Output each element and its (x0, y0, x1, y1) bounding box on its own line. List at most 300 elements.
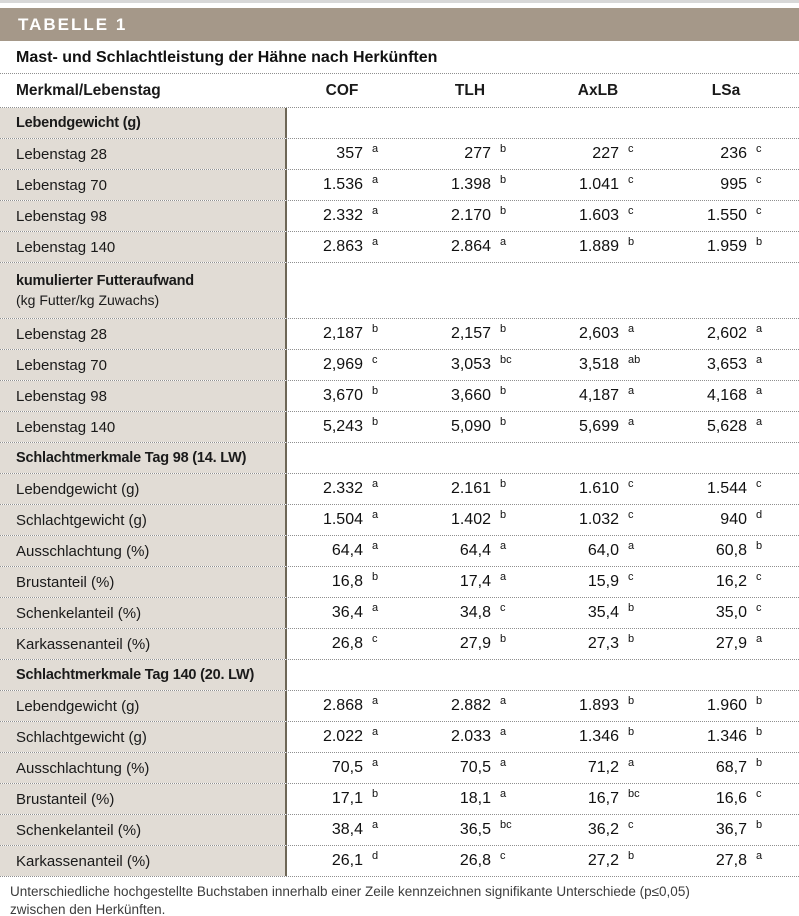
table-row (0, 784, 799, 815)
section-header-row (0, 108, 799, 139)
value-cell (671, 319, 799, 349)
row-cells (287, 567, 799, 597)
value-cell (671, 598, 799, 628)
row-cells (287, 139, 799, 169)
significance-superscript: c (628, 478, 634, 490)
significance-superscript: a (628, 323, 635, 335)
cell-value: 1.536 (322, 176, 363, 193)
cell-value: 64,0 (587, 542, 619, 559)
footnote: Unterschiedliche hochgestellte Buchstaben innerhalb einer Zeile kennzeichnen signifikante Unterschiede (p≤0,05) zwischen den Herkünften. (10, 884, 690, 916)
row-label: Brustanteil (%) (0, 784, 287, 814)
table-title: Mast- und Schlachtleistung der Hähne nach Herkünften (0, 41, 799, 74)
table-row (0, 536, 799, 567)
row-cells (287, 815, 799, 845)
cell-value: 1.346 (578, 728, 619, 745)
cell-value: 2.161 (450, 480, 491, 497)
row-cells (287, 598, 799, 628)
cell-value: 60,8 (715, 542, 747, 559)
row-cells (287, 784, 799, 814)
cell-value: 15,9 (587, 573, 619, 590)
significance-superscript: b (628, 236, 635, 248)
cell-value: 26,8 (459, 852, 491, 869)
cell-value: 2.868 (322, 697, 363, 714)
value-cell (287, 598, 415, 628)
column-header-lsa: LSa (711, 81, 741, 99)
row-label: Lebenstag 70 (0, 350, 287, 380)
value-cell (543, 474, 671, 504)
significance-superscript: c (756, 205, 762, 217)
value-cell (543, 505, 671, 535)
significance-superscript: b (372, 323, 379, 335)
cell-value: 1.893 (578, 697, 619, 714)
row-label: Lebenstag 28 (0, 139, 287, 169)
value-cell (543, 232, 671, 262)
value-cell (287, 201, 415, 231)
value-cell (671, 232, 799, 262)
row-label: Lebenstag 140 (0, 232, 287, 262)
significance-superscript: b (756, 757, 763, 769)
row-cells (287, 319, 799, 349)
cell-value: 35,0 (715, 604, 747, 621)
row-label: Schenkelanteil (%) (0, 598, 287, 628)
value-cell (543, 722, 671, 752)
cell-value: 4,187 (578, 387, 619, 404)
row-cells (287, 505, 799, 535)
cell-value: 64,4 (331, 542, 363, 559)
cell-value: 2.332 (322, 480, 363, 497)
column-headers (287, 82, 799, 100)
cell-value: 5,699 (578, 418, 619, 435)
row-cells (287, 629, 799, 659)
significance-superscript: a (500, 236, 507, 248)
table-row (0, 412, 799, 443)
significance-superscript: c (500, 850, 506, 862)
cell-value: 5,628 (706, 418, 747, 435)
row-cells (287, 201, 799, 231)
value-cell (543, 629, 671, 659)
value-cell (671, 567, 799, 597)
cell-value: 1.610 (578, 480, 619, 497)
value-cell (671, 505, 799, 535)
significance-superscript: a (756, 633, 763, 645)
value-cell (287, 722, 415, 752)
table-row (0, 722, 799, 753)
significance-superscript: a (372, 602, 379, 614)
cell-value: 3,670 (322, 387, 363, 404)
cell-value: 27,9 (715, 635, 747, 652)
significance-superscript: c (756, 571, 762, 583)
section-empty-cells (287, 263, 799, 318)
cell-value: 2.863 (322, 238, 363, 255)
significance-superscript: c (628, 819, 634, 831)
value-cell (543, 381, 671, 411)
significance-superscript: a (628, 540, 635, 552)
significance-superscript: a (628, 416, 635, 428)
significance-superscript: b (500, 143, 507, 155)
value-cell (671, 691, 799, 721)
section-empty-cells (287, 108, 799, 138)
cell-value: 1.603 (578, 207, 619, 224)
row-cells (287, 381, 799, 411)
significance-superscript: c (372, 633, 378, 645)
section-header-row (0, 263, 799, 319)
column-header-cof: COF (325, 81, 359, 99)
cell-value: 16,2 (715, 573, 747, 590)
cell-value: 3,660 (450, 387, 491, 404)
significance-superscript: c (756, 174, 762, 186)
value-cell (671, 350, 799, 380)
cell-value: 2.882 (450, 697, 491, 714)
value-cell (287, 691, 415, 721)
table-tag-bar (0, 8, 799, 41)
value-cell (415, 784, 543, 814)
cell-value: 277 (464, 145, 491, 162)
cell-value: 2,603 (578, 325, 619, 342)
significance-superscript: d (756, 509, 763, 521)
cell-value: 4,168 (706, 387, 747, 404)
value-cell (415, 815, 543, 845)
value-cell (287, 753, 415, 783)
value-cell (287, 567, 415, 597)
value-cell (287, 536, 415, 566)
value-cell (287, 505, 415, 535)
significance-superscript: b (500, 633, 507, 645)
table-row (0, 381, 799, 412)
cell-value: 1.398 (450, 176, 491, 193)
value-cell (287, 629, 415, 659)
cell-value: 227 (592, 145, 619, 162)
cell-value: 16,7 (587, 790, 619, 807)
row-label: Schenkelanteil (%) (0, 815, 287, 845)
significance-superscript: ab (628, 354, 641, 366)
cell-value: 70,5 (459, 759, 491, 776)
value-cell (287, 474, 415, 504)
cell-value: 2,157 (450, 325, 491, 342)
value-cell (287, 815, 415, 845)
table-row (0, 567, 799, 598)
row-cells (287, 170, 799, 200)
cell-value: 1.504 (322, 511, 363, 528)
row-label: Schlachtgewicht (g) (0, 722, 287, 752)
table-row (0, 629, 799, 660)
column-header-tlh: TLH (454, 81, 486, 99)
cell-value: 995 (720, 176, 747, 193)
significance-superscript: a (756, 323, 763, 335)
cell-value: 5,090 (450, 418, 491, 435)
value-cell (415, 139, 543, 169)
cell-value: 236 (720, 145, 747, 162)
significance-superscript: b (756, 236, 763, 248)
cell-value: 1.889 (578, 238, 619, 255)
cell-value: 26,8 (331, 635, 363, 652)
row-cells (287, 536, 799, 566)
cell-value: 2,602 (706, 325, 747, 342)
cell-value: 1.041 (578, 176, 619, 193)
value-cell (415, 170, 543, 200)
significance-superscript: b (756, 695, 763, 707)
value-cell (287, 784, 415, 814)
significance-superscript: c (628, 571, 634, 583)
significance-superscript: c (500, 602, 506, 614)
value-cell (543, 139, 671, 169)
cell-value: 18,1 (459, 790, 491, 807)
row-label: Ausschlachtung (%) (0, 536, 287, 566)
significance-superscript: b (500, 509, 507, 521)
section-subtitle: (kg Futter/kg Zuwachs) (16, 291, 160, 308)
row-label: Schlachtgewicht (g) (0, 505, 287, 535)
section-header-cell (0, 108, 287, 138)
table-row (0, 753, 799, 784)
table-row (0, 232, 799, 263)
section-header-cell (0, 660, 287, 690)
significance-superscript: bc (628, 788, 640, 800)
value-cell (415, 505, 543, 535)
significance-superscript: a (756, 416, 763, 428)
value-cell (671, 846, 799, 876)
row-label: Lebenstag 28 (0, 319, 287, 349)
significance-superscript: b (628, 602, 635, 614)
cell-value: 17,4 (459, 573, 491, 590)
significance-superscript: a (756, 354, 763, 366)
row-cells (287, 691, 799, 721)
significance-superscript: a (500, 726, 507, 738)
value-cell (415, 319, 543, 349)
cell-value: 5,243 (322, 418, 363, 435)
cell-value: 36,5 (459, 821, 491, 838)
significance-superscript: a (372, 509, 379, 521)
row-label: Brustanteil (%) (0, 567, 287, 597)
significance-superscript: c (628, 205, 634, 217)
cell-value: 38,4 (331, 821, 363, 838)
significance-superscript: a (372, 726, 379, 738)
significance-superscript: c (756, 602, 762, 614)
table-row (0, 474, 799, 505)
value-cell (543, 598, 671, 628)
significance-superscript: a (628, 757, 635, 769)
column-header-row (0, 74, 799, 107)
cell-value: 26,1 (331, 852, 363, 869)
table-row (0, 139, 799, 170)
value-cell (543, 170, 671, 200)
value-cell (671, 381, 799, 411)
value-cell (415, 629, 543, 659)
significance-superscript: a (500, 540, 507, 552)
significance-superscript: b (628, 695, 635, 707)
section-title: Lebendgewicht (g) (16, 114, 141, 131)
value-cell (671, 412, 799, 442)
value-cell (671, 815, 799, 845)
significance-superscript: b (372, 788, 379, 800)
row-cells (287, 350, 799, 380)
value-cell (287, 350, 415, 380)
significance-superscript: b (372, 416, 379, 428)
table-row (0, 815, 799, 846)
significance-superscript: b (372, 385, 379, 397)
value-cell (671, 753, 799, 783)
row-cells (287, 722, 799, 752)
row-label: Lebendgewicht (g) (0, 691, 287, 721)
column-header-axlb: AxLB (577, 81, 619, 99)
significance-superscript: c (756, 143, 762, 155)
table-row (0, 319, 799, 350)
cell-value: 1.959 (706, 238, 747, 255)
significance-superscript: b (500, 385, 507, 397)
cell-value: 27,9 (459, 635, 491, 652)
value-cell (543, 536, 671, 566)
value-cell (671, 629, 799, 659)
significance-superscript: a (372, 757, 379, 769)
significance-superscript: a (500, 757, 507, 769)
significance-superscript: b (500, 416, 507, 428)
row-cells (287, 474, 799, 504)
significance-superscript: a (372, 478, 379, 490)
significance-superscript: b (756, 726, 763, 738)
row-label: Lebenstag 98 (0, 201, 287, 231)
cell-value: 17,1 (331, 790, 363, 807)
table-row (0, 505, 799, 536)
section-title: Schlachtmerkmale Tag 140 (20. LW) (16, 666, 255, 683)
row-cells (287, 412, 799, 442)
cell-value: 2,187 (322, 325, 363, 342)
cell-value: 16,6 (715, 790, 747, 807)
value-cell (543, 412, 671, 442)
value-cell (543, 753, 671, 783)
value-cell (671, 201, 799, 231)
row-label: Lebenstag 98 (0, 381, 287, 411)
value-cell (671, 722, 799, 752)
significance-superscript: a (372, 205, 379, 217)
value-cell (543, 319, 671, 349)
section-header-cell (0, 263, 287, 318)
value-cell (543, 846, 671, 876)
cell-value: 35,4 (587, 604, 619, 621)
cell-value: 1.402 (450, 511, 491, 528)
value-cell (415, 598, 543, 628)
cell-value: 2.332 (322, 207, 363, 224)
value-cell (415, 381, 543, 411)
cell-value: 2.033 (450, 728, 491, 745)
row-header-label: Merkmal/Lebenstag (16, 81, 161, 99)
significance-superscript: a (372, 695, 379, 707)
value-cell (415, 474, 543, 504)
cell-value: 36,4 (331, 604, 363, 621)
significance-superscript: a (756, 850, 763, 862)
table-body (0, 107, 799, 877)
cell-value: 3,653 (706, 356, 747, 373)
section-header-row (0, 660, 799, 691)
top-divider (0, 0, 799, 3)
value-cell (543, 350, 671, 380)
row-label: Ausschlachtung (%) (0, 753, 287, 783)
cell-value: 357 (336, 145, 363, 162)
value-cell (415, 846, 543, 876)
cell-value: 27,3 (587, 635, 619, 652)
value-cell (287, 381, 415, 411)
section-header-row (0, 443, 799, 474)
value-cell (415, 536, 543, 566)
value-cell (543, 201, 671, 231)
significance-superscript: bc (500, 819, 512, 831)
row-label: Karkassenanteil (%) (0, 846, 287, 876)
significance-superscript: a (500, 571, 507, 583)
value-cell (287, 170, 415, 200)
value-cell (415, 201, 543, 231)
cell-value: 3,053 (450, 356, 491, 373)
row-label: Lebendgewicht (g) (0, 474, 287, 504)
section-empty-cells (287, 660, 799, 690)
row-label: Lebenstag 70 (0, 170, 287, 200)
significance-superscript: c (628, 143, 634, 155)
significance-superscript: a (372, 143, 379, 155)
significance-superscript: a (628, 385, 635, 397)
table-row (0, 598, 799, 629)
significance-superscript: a (372, 174, 379, 186)
significance-superscript: b (628, 726, 635, 738)
significance-superscript: a (372, 819, 379, 831)
value-cell (671, 784, 799, 814)
row-cells (287, 753, 799, 783)
significance-superscript: c (756, 788, 762, 800)
cell-value: 1.544 (706, 480, 747, 497)
table-row (0, 846, 799, 877)
value-cell (415, 232, 543, 262)
cell-value: 2.864 (450, 238, 491, 255)
value-cell (415, 567, 543, 597)
value-cell (287, 846, 415, 876)
cell-value: 27,8 (715, 852, 747, 869)
value-cell (543, 815, 671, 845)
table-row (0, 350, 799, 381)
cell-value: 68,7 (715, 759, 747, 776)
value-cell (287, 139, 415, 169)
row-cells (287, 232, 799, 262)
value-cell (671, 139, 799, 169)
section-header-cell (0, 443, 287, 473)
value-cell (415, 722, 543, 752)
significance-superscript: c (628, 509, 634, 521)
cell-value: 27,2 (587, 852, 619, 869)
cell-value: 3,518 (578, 356, 619, 373)
table-row (0, 201, 799, 232)
significance-superscript: a (500, 695, 507, 707)
significance-superscript: bc (500, 354, 512, 366)
significance-superscript: c (756, 478, 762, 490)
value-cell (543, 567, 671, 597)
table-tag-label: TABELLE 1 (18, 15, 128, 34)
value-cell (543, 784, 671, 814)
cell-value: 1.032 (578, 511, 619, 528)
significance-superscript: b (500, 478, 507, 490)
row-label: Lebenstag 140 (0, 412, 287, 442)
significance-superscript: a (372, 540, 379, 552)
cell-value: 34,8 (459, 604, 491, 621)
cell-value: 64,4 (459, 542, 491, 559)
value-cell (287, 412, 415, 442)
cell-value: 2.022 (322, 728, 363, 745)
cell-value: 940 (720, 511, 747, 528)
table-row (0, 691, 799, 722)
significance-superscript: a (500, 788, 507, 800)
significance-superscript: d (372, 850, 379, 862)
significance-superscript: b (372, 571, 379, 583)
cell-value: 2.170 (450, 207, 491, 224)
value-cell (415, 691, 543, 721)
significance-superscript: b (628, 850, 635, 862)
row-label: Karkassenanteil (%) (0, 629, 287, 659)
section-empty-cells (287, 443, 799, 473)
value-cell (415, 412, 543, 442)
value-cell (671, 474, 799, 504)
